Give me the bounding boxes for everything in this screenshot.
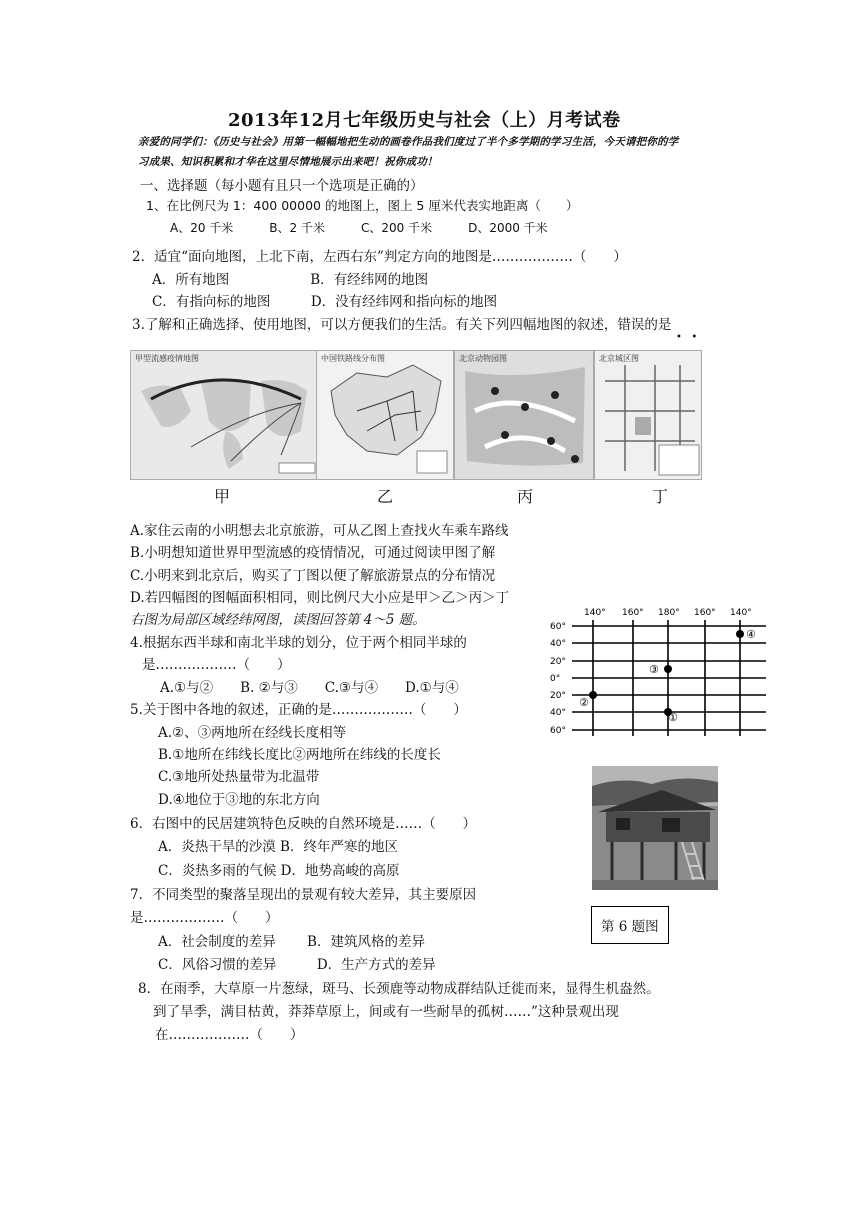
lat-label-2: 40°: [550, 639, 566, 649]
map-ding: [594, 350, 702, 480]
q6-figure-caption: 第 6 题图: [591, 906, 669, 944]
graticule-grid: [548, 604, 768, 738]
map-jia-label: 甲: [214, 487, 231, 506]
map-bing-caption: 北京动物园图: [459, 354, 507, 363]
map-ding-caption: 北京城区图: [599, 354, 639, 363]
q7-stem-2: 是………………（ ）: [130, 910, 279, 926]
lon-label-2: 160°: [622, 608, 644, 618]
q1-stem: 1、在比例尺为 1：400 00000 的地图上，图上 5 厘米代表实地距离（ ）: [146, 198, 579, 213]
lon-label-1: 140°: [584, 608, 606, 618]
lat-label-5: 20°: [550, 691, 566, 701]
q6-options-cd: C．炎热多雨的气候 D．地势高峻的高原: [158, 863, 400, 879]
lat-label-7: 60°: [550, 726, 566, 736]
map-bing-label: 丙: [517, 487, 534, 506]
map-yi-caption: 中国铁路线分布图: [321, 354, 385, 363]
world-map-graphic: [131, 351, 317, 479]
q45-intro: 右图为局部区域经纬网图，读图回答第 4～5 题。: [130, 612, 426, 628]
q7-options-cd: C．风俗习惯的差异 D．生产方式的差异: [158, 957, 436, 973]
emphasis-dots: • •: [676, 332, 698, 343]
q3-option-a: A.家住云南的小明想去北京旅游，可从乙图上查找火车乘车路线: [130, 523, 509, 539]
point-1-label: ①: [668, 711, 678, 724]
map-jia-caption: 甲型流感疫情地图: [135, 354, 199, 363]
point-2-dot: [589, 691, 597, 699]
intro-line-2: 习成果、知识积累和才华在这里尽情地展示出来吧！祝你成功！: [138, 156, 438, 168]
q5-option-a: A.②、③两地所在经线长度相等: [158, 725, 347, 741]
lon-label-4: 160°: [694, 608, 716, 618]
q4-stem-1: 4.根据东西半球和南北半球的划分，位于两个相同半球的: [130, 635, 467, 651]
intro-line-1: 亲爱的同学们：《历史与社会》用第一幅幅地把生动的画卷作品我们度过了半个多学期的学习生活，今天请把你的学: [138, 136, 679, 148]
map-yi: [316, 350, 454, 480]
q8-line-2: 到了旱季，满目枯黄，莽莽草原上，间或有一些耐旱的孤树……”这种景观出现: [153, 1004, 619, 1020]
lon-label-3: 180°: [658, 608, 680, 618]
q1-options: A、20 千米 B、2 千米 C、200 千米 D、2000 千米: [170, 221, 548, 235]
section-heading: 一、选择题（每小题有且只一个选项是正确的）: [140, 178, 424, 194]
q8-line-3: 在………………（ ）: [155, 1027, 304, 1043]
q4-stem-2: 是………………（ ）: [142, 657, 291, 673]
q2-stem: 2．适宜“面向地图，上北下南，左西右东”判定方向的地图是………………（ ）: [132, 249, 627, 265]
lat-label-1: 60°: [550, 622, 566, 632]
zoo-map-graphic: [455, 351, 593, 479]
q6-options-ab: A．炎热干旱的沙漠 B．终年严寒的地区: [158, 839, 398, 855]
point-3-dot: [664, 665, 672, 673]
map-yi-label: 乙: [377, 487, 394, 506]
point-4-label: ④: [746, 628, 756, 641]
q4-options: A.①与② B. ②与③ C.③与④ D.①与④: [160, 680, 459, 696]
q5-option-b: B.①地所在纬线长度比②两地所在纬线的长度长: [158, 747, 441, 763]
lat-label-6: 40°: [550, 708, 566, 718]
q3-stem: 3.了解和正确选择、使用地图，可以方便我们的生活。有关下列四幅地图的叙述，错误的是: [132, 317, 672, 333]
q2-options-ab: A．所有地图 B．有经纬网的地图: [152, 272, 429, 288]
point-2-label: ②: [579, 696, 589, 709]
lat-label-3: 20°: [550, 657, 566, 667]
q7-stem-1: 7．不同类型的聚落呈现出的景观有较大差异，其主要原因: [130, 887, 477, 903]
q3-option-d: D.若四幅图的图幅面积相同，则比例尺大小应是甲＞乙＞丙＞丁: [130, 590, 510, 606]
point-4-dot: [736, 630, 744, 638]
q8-line-1: 8．在雨季，大草原一片葱绿，斑马、长颈鹿等动物成群结队迁徙而来，显得生机盎然。: [138, 981, 660, 997]
map-jia: [130, 350, 318, 480]
china-rail-graphic: [317, 351, 453, 479]
map-ding-label: 丁: [652, 487, 669, 506]
q7-options-ab: A．社会制度的差异 B．建筑风格的差异: [158, 934, 425, 950]
beijing-city-graphic: [595, 351, 701, 479]
q6-stem: 6．右图中的民居建筑特色反映的自然环境是……（ ）: [130, 816, 477, 832]
q2-options-cd: C．有指向标的地图 D．没有经纬网和指向标的地图: [152, 294, 498, 310]
q5-option-c: C.③地所处热量带为北温带: [158, 769, 320, 785]
lat-label-4: 0°: [550, 674, 561, 684]
stilt-house-photo: [592, 766, 718, 890]
page-title: 2013年12月七年级历史与社会（上）月考试卷: [228, 110, 621, 131]
q3-option-c: C.小明来到北京后，购买了丁图以便了解旅游景点的分布情况: [130, 568, 496, 584]
q3-option-b: B.小明想知道世界甲型流感的疫情情况，可通过阅读甲图了解: [130, 545, 496, 561]
q5-stem: 5.关于图中各地的叙述，正确的是………………（ ）: [130, 702, 467, 718]
map-bing: [454, 350, 594, 480]
lon-label-5: 140°: [730, 608, 752, 618]
q5-option-d: D.④地位于③地的东北方向: [158, 792, 320, 808]
point-3-label: ③: [649, 663, 659, 676]
